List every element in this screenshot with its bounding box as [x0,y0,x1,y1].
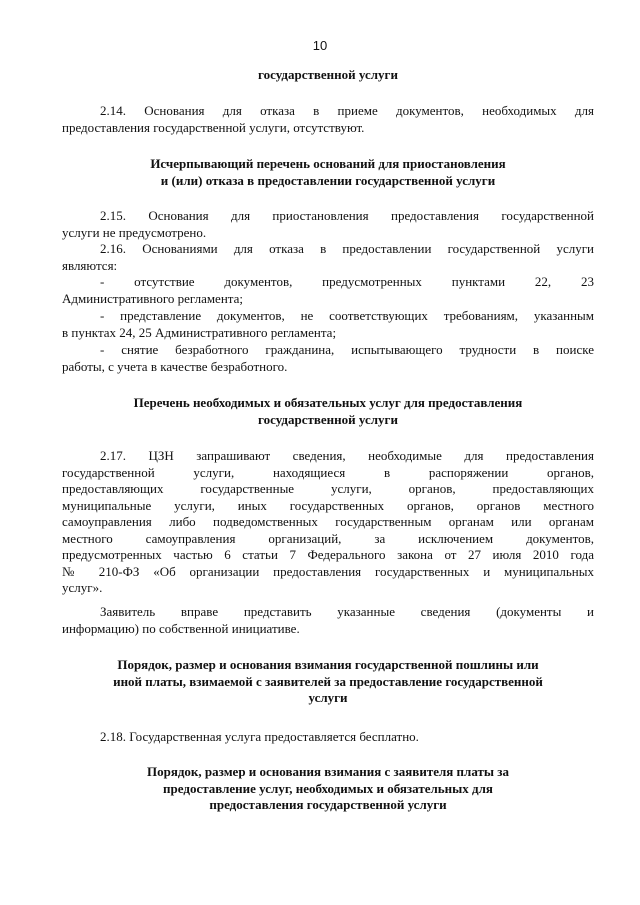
word: пунктами [451,274,506,289]
paragraph-line: Административного регламента; [62,290,244,306]
heading-line: Порядок, размер и основания взимания с заявителя платы за [146,764,510,779]
paragraph-line: 2.17. ЦЗН запрашивают сведения, необходимые для предоставления [100,448,594,463]
paragraph-2-14 [62,103,594,136]
heading-line: иной платы, взимаемой с заявителей за предоставление государственной [113,673,543,689]
paragraph-line: в пунктах 24, 25 Административного регламента; [62,324,337,340]
refusal-item-3 [62,342,594,375]
heading-line: Исчерпывающий перечень оснований для приостановления [150,156,506,171]
heading-line: государственной услуги [258,411,398,427]
refusal-item-1 [62,274,594,307]
paragraph-line: государственной услуги, находящиеся в распоряжении органов, [62,464,594,480]
section-heading-continuation [62,67,594,84]
word: предусмотренных [322,274,422,289]
paragraph-line: - снятие безработного гражданина, испытывающего трудности в поиске [100,342,594,357]
word: отсутствие [134,274,195,289]
paragraph-line: муниципальные услуги, иных государственных органов, органов местного [62,497,594,513]
heading-line: предоставления государственной услуги [209,797,447,812]
paragraph-line: предоставляющих государственные услуги, органов, предоставляющих [62,481,594,496]
paragraph-line: услуги не предусмотрено. [62,224,207,240]
paragraph-line: местного самоуправления организаций, за исключением документов, [62,530,594,546]
paragraph-line: Заявитель вправе представить указанные сведения (документы и [100,604,594,619]
paragraph-line: 2.14. Основания для отказа в приеме документов, необходимых для [100,103,594,118]
paragraph-line: являются: [62,257,118,273]
paragraph-applicant [62,604,594,637]
list-item-first-line [62,274,594,291]
heading-line: государственной услуги [258,67,398,82]
paragraph-line: 2.18. Государственная услуга предоставляется бесплатно. [100,729,419,744]
list-dash: - [100,274,105,289]
paragraph-line: самоуправления либо подведомственных государственным органам или органам [62,514,594,529]
paragraph-2-17 [62,448,594,597]
heading-line: предоставление услуг, необходимых и обязательных для [163,780,493,796]
paragraph-2-16 [62,241,594,274]
heading-state-fee [62,657,594,707]
heading-line: Перечень необходимых и обязательных услуг для предоставления [133,395,523,410]
heading-required-services [62,395,594,428]
paragraph-2-15 [62,208,594,241]
paragraph-2-18 [62,729,594,746]
paragraph-line: работы, с учета в качестве безработного. [62,358,288,374]
heading-suspension-grounds [62,156,594,189]
heading-line: Порядок, размер и основания взимания государственной пошлины или [117,657,539,672]
page-number: 10 [312,38,328,53]
paragraph-line: предусмотренных частью 6 статьи 7 Федерального закона от 27 июля 2010 года [62,547,594,562]
heading-line: и (или) отказа в предоставлении государственной услуги [160,172,496,188]
paragraph-line: информацию) по собственной инициативе. [62,620,300,636]
paragraph-line: 2.15. Основания для приостановления предоставления государственной [100,208,594,223]
paragraph-line: - представление документов, не соответствующих требованиям, указанным [100,308,594,323]
paragraph-line: предоставления государственной услуги, отсутствуют. [62,119,365,135]
word: 22, [534,274,552,289]
paragraph-line: услуг». [62,580,103,595]
paragraph-line: № 210-ФЗ «Об организации предоставления государственных и муниципальных [62,563,594,579]
refusal-item-2 [62,308,594,341]
paragraph-line: 2.16. Основаниями для отказа в предоставлении государственной услуги [100,241,594,256]
word: 23 [580,274,594,289]
heading-fee-for-required-services [62,764,594,814]
heading-line: услуги [308,690,348,705]
word: документов, [224,274,293,289]
